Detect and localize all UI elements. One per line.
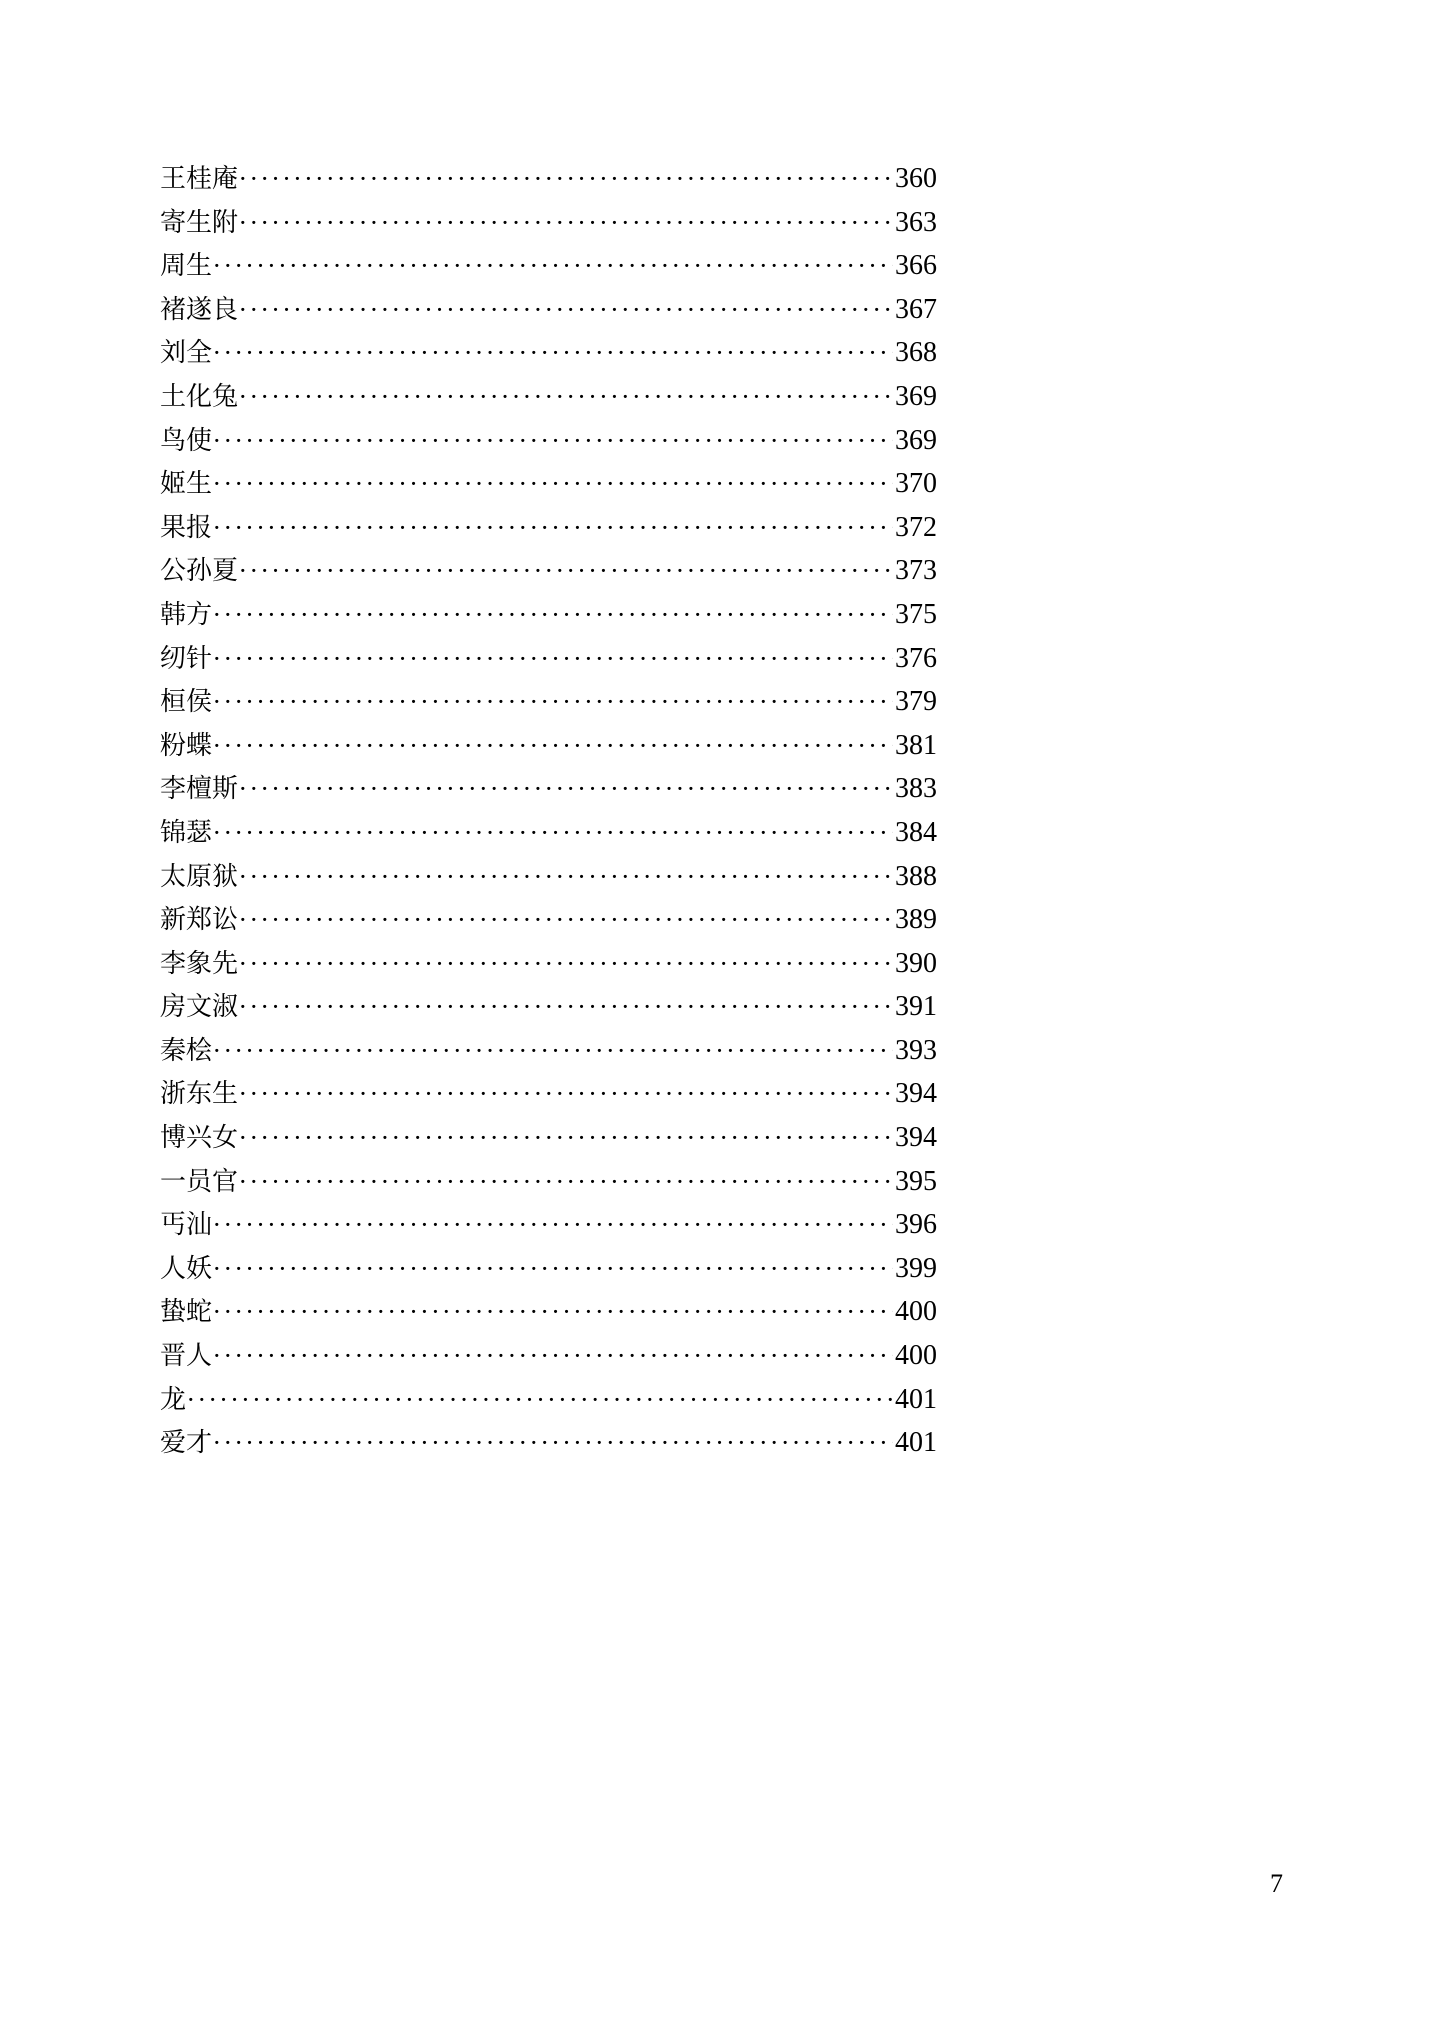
toc-entry-title: 人妖: [160, 1253, 213, 1284]
toc-entry-page: 363: [895, 206, 937, 238]
toc-dot-leader: [212, 681, 893, 724]
toc-entry-page: 401: [895, 1383, 937, 1415]
toc-entry-page: 396: [895, 1209, 937, 1241]
toc-entry-page: 376: [895, 642, 937, 674]
toc-dot-leader: [212, 1335, 893, 1378]
toc-dot-leader: [212, 1291, 893, 1334]
toc-entry: [160, 375, 937, 419]
toc-entry-title: 浙东生: [160, 1079, 239, 1110]
toc-entry-page: 368: [895, 337, 937, 369]
toc-entry-title: 李象先: [160, 948, 239, 979]
toc-entry: [160, 244, 937, 288]
toc-entry: [160, 942, 937, 986]
toc-entry-title: 果报: [160, 512, 213, 543]
toc-entry-page: 369: [895, 424, 937, 456]
toc-entry-page: 379: [895, 686, 937, 718]
toc-entry-title: 韩方: [160, 599, 213, 630]
toc-dot-leader: [212, 725, 893, 768]
toc-dot-leader: [238, 289, 893, 332]
toc-entry: [160, 855, 937, 899]
toc-entry-page: 360: [895, 163, 937, 194]
toc-entry-page: 369: [895, 380, 937, 412]
toc-entry-page: 400: [895, 1340, 937, 1372]
toc-entry-title: 粉蝶: [160, 730, 213, 761]
toc-entry-title: 房文淑: [160, 992, 239, 1023]
toc-entry: [160, 1334, 937, 1378]
toc-entry-title: 周生: [160, 251, 213, 282]
toc-dot-leader: [238, 768, 893, 811]
toc-entry-page: 370: [895, 468, 937, 500]
toc-entry: [160, 1160, 937, 1204]
toc-entry-title: 锦瑟: [160, 817, 213, 848]
toc-entry-page: 394: [895, 1122, 937, 1154]
toc-entry: [160, 1203, 937, 1247]
toc-entry-page: 373: [895, 555, 937, 587]
page-number: 7: [1270, 1869, 1283, 1898]
toc-entry-title: 桓侯: [160, 687, 213, 718]
toc-entry-title: 博兴女: [160, 1123, 239, 1154]
toc-dot-leader: [238, 943, 893, 986]
toc-entry-title: 龙: [160, 1384, 187, 1415]
toc-entry-title: 纫针: [160, 643, 213, 674]
toc-entry: [160, 1072, 937, 1116]
toc-entry: [160, 637, 937, 681]
toc-dot-leader: [212, 507, 893, 550]
toc-dot-leader: [238, 899, 893, 942]
toc-entry-page: 395: [895, 1165, 937, 1197]
toc-dot-leader: [212, 420, 893, 463]
toc-dot-leader: [238, 550, 893, 593]
toc-entry-title: 李檀斯: [160, 774, 239, 805]
toc-entry: [160, 985, 937, 1029]
toc-dot-leader: [212, 332, 893, 375]
toc-entry: [160, 767, 937, 811]
toc-entry: [160, 1116, 937, 1160]
toc-entry-title: 褚遂良: [160, 294, 239, 325]
toc-dot-leader: [238, 856, 893, 899]
toc-entry-page: 389: [895, 904, 937, 936]
toc-entry-page: 366: [895, 250, 937, 282]
toc-entry-title: 晋人: [160, 1341, 213, 1372]
toc-entry-page: 401: [895, 1427, 937, 1459]
toc-dot-leader: [212, 463, 893, 506]
toc-dot-leader: [212, 638, 893, 681]
toc-dot-leader: [238, 1161, 893, 1204]
toc-entry: [160, 680, 937, 724]
toc-dot-leader: [238, 986, 893, 1029]
toc-entry: [160, 724, 937, 768]
toc-entry: [160, 462, 937, 506]
toc-entry: [160, 1290, 937, 1334]
toc-entry: [160, 157, 937, 201]
toc-entry-page: 372: [895, 511, 937, 543]
toc-dot-leader: [238, 376, 893, 419]
toc-entry-title: 蛰蛇: [160, 1297, 213, 1328]
toc-entry-page: 367: [895, 293, 937, 325]
toc-entry: [160, 201, 937, 245]
toc-entry-page: 381: [895, 729, 937, 761]
toc-dot-leader: [212, 1204, 893, 1247]
toc-entry-title: 一员官: [160, 1166, 239, 1197]
toc-entry: [160, 1421, 937, 1465]
toc-entry-page: 384: [895, 816, 937, 848]
toc-dot-leader: [212, 594, 893, 637]
toc-entry-page: 390: [895, 947, 937, 979]
toc-entry-page: 388: [895, 860, 937, 892]
toc-entry: [160, 549, 937, 593]
toc-entry-title: 鸟使: [160, 425, 213, 456]
toc-entry-title: 太原狱: [160, 861, 239, 892]
toc-dot-leader: [212, 1030, 893, 1073]
toc-entry-title: 姬生: [160, 469, 213, 500]
toc-entry-page: 394: [895, 1078, 937, 1110]
toc-entry-title: 寄生附: [160, 207, 239, 238]
toc-entry: [160, 1247, 937, 1291]
toc-entry-title: 土化兔: [160, 381, 239, 412]
toc-entry-title: 公孙夏: [160, 556, 239, 587]
toc-entry: [160, 506, 937, 550]
toc-dot-leader: [238, 1073, 893, 1116]
table-of-contents: [160, 157, 937, 1465]
toc-dot-leader: [212, 812, 893, 855]
toc-entry-title: 秦桧: [160, 1035, 213, 1066]
toc-dot-leader: [212, 1248, 893, 1291]
toc-entry: [160, 1029, 937, 1073]
toc-dot-leader: [238, 158, 893, 201]
toc-entry: [160, 288, 937, 332]
toc-entry-title: 刘全: [160, 338, 213, 369]
toc-entry: [160, 898, 937, 942]
toc-entry-page: 391: [895, 991, 937, 1023]
toc-entry-title: 爱才: [160, 1428, 213, 1459]
toc-entry: [160, 1378, 937, 1422]
toc-dot-leader: [186, 1379, 893, 1422]
toc-entry-page: 383: [895, 773, 937, 805]
toc-entry-title: 新郑讼: [160, 905, 239, 936]
toc-entry: [160, 331, 937, 375]
toc-dot-leader: [212, 1422, 893, 1465]
toc-entry-page: 399: [895, 1252, 937, 1284]
toc-entry-page: 400: [895, 1296, 937, 1328]
toc-entry: [160, 419, 937, 463]
toc-dot-leader: [238, 1117, 893, 1160]
toc-entry-title: 王桂庵: [160, 164, 239, 194]
toc-entry-title: 丐汕: [160, 1210, 213, 1241]
toc-entry-page: 393: [895, 1034, 937, 1066]
toc-entry: [160, 811, 937, 855]
toc-entry: [160, 593, 937, 637]
toc-dot-leader: [212, 245, 893, 288]
toc-dot-leader: [238, 202, 893, 245]
toc-entry-page: 375: [895, 598, 937, 630]
